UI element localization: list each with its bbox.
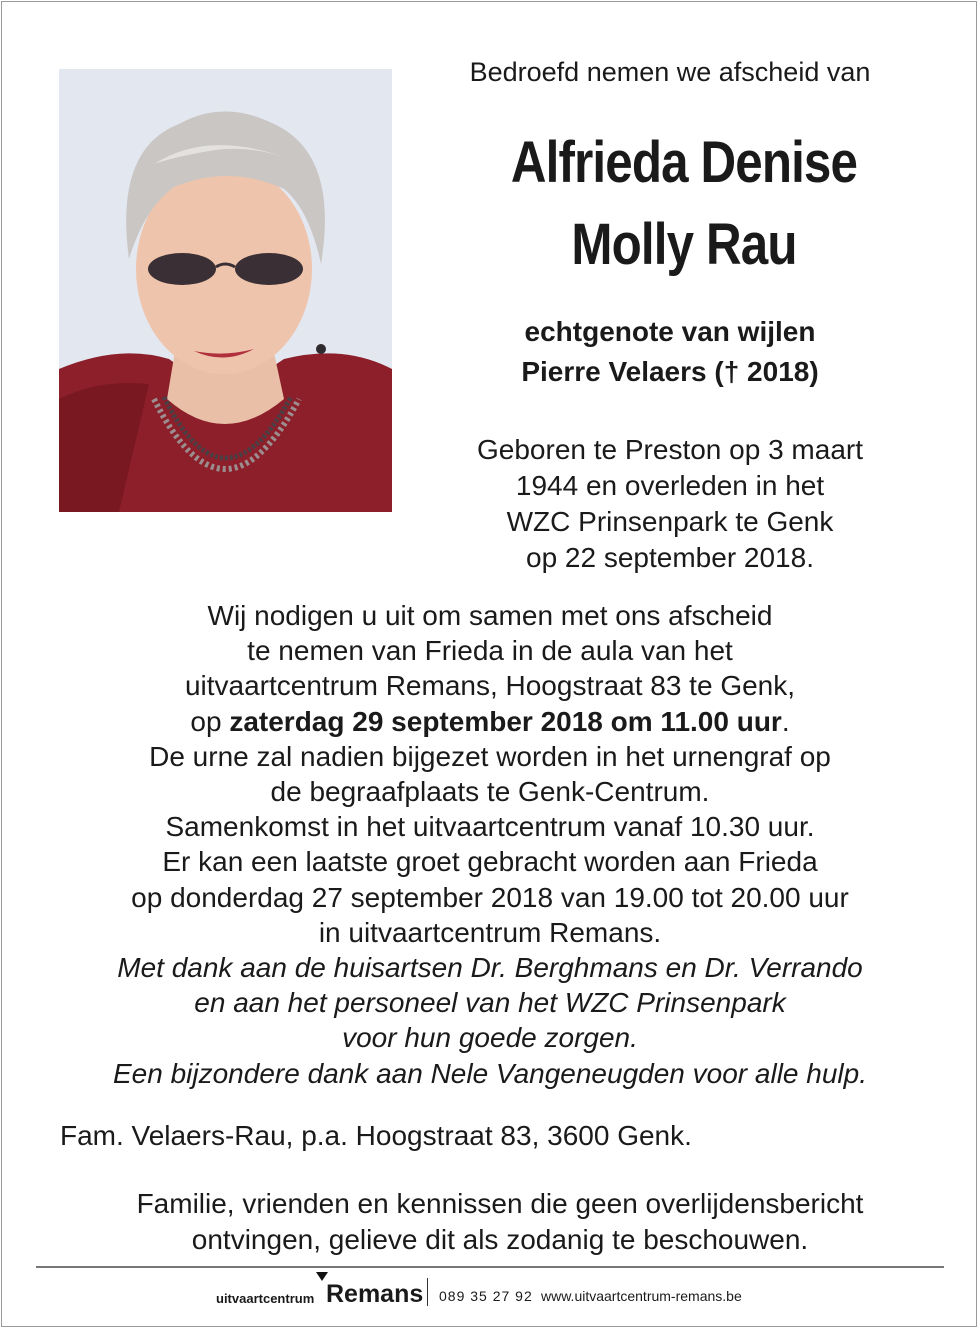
intro-line: Bedroefd nemen we afscheid van bbox=[469, 57, 871, 87]
deceased-name bbox=[443, 122, 926, 286]
spouse-line-1: echtgenote van wijlen bbox=[524, 316, 816, 347]
thanks-line: en aan het personeel van het WZC Prinsenpark bbox=[194, 987, 786, 1019]
invitation-line: uitvaartcentrum Remans, Hoogstraat 83 te Genk, bbox=[184, 670, 796, 702]
invitation-line: Er kan een laatste groet gebracht worden aan Frieda bbox=[162, 846, 818, 878]
name-line-2: Molly Rau bbox=[571, 212, 797, 277]
footer-website-link[interactable]: www.uitvaartcentrum-remans.be bbox=[541, 1288, 742, 1304]
thanks-line: voor hun goede zorgen. bbox=[342, 1022, 638, 1054]
born-line-2: 1944 en overleden in het bbox=[515, 470, 825, 501]
date-suffix: . bbox=[781, 705, 790, 737]
notice-line-2: ontvingen, gelieve dit als zodanig te beschouwen. bbox=[191, 1224, 809, 1255]
invitation-line: in uitvaartcentrum Remans. bbox=[318, 916, 662, 948]
born-line-1: Geboren te Preston op 3 maart bbox=[477, 434, 863, 465]
born-line-3: WZC Prinsenpark te Genk bbox=[506, 506, 834, 537]
invitation-line: op donderdag 27 september 2018 van 19.00 tot 20.00 uur bbox=[131, 881, 849, 913]
footer-brand-name: Remans bbox=[326, 1280, 424, 1308]
notice-text bbox=[60, 1186, 940, 1258]
family-address: Fam. Velaers-Rau, p.a. Hoogstraat 83, 3600 Genk. bbox=[60, 1120, 692, 1151]
thanks-line: Een bijzondere dank aan Nele Vangeneugden voor alle hulp. bbox=[113, 1057, 867, 1089]
funeral-date-line bbox=[40, 704, 940, 739]
invitation-line: te nemen van Frieda in de aula van het bbox=[247, 635, 733, 667]
birth-death-info bbox=[400, 432, 940, 576]
notice-line-1: Familie, vrienden en kennissen die geen overlijdensbericht bbox=[136, 1188, 864, 1219]
invitation-line: Samenkomst in het uitvaartcentrum vanaf 10.30 uur. bbox=[165, 811, 815, 843]
name-line-1: Alfrieda Denise bbox=[510, 130, 858, 195]
invitation-line: Wij nodigen u uit om samen met ons afscheid bbox=[207, 600, 773, 631]
thanks-line: Met dank aan de huisartsen Dr. Berghmans en Dr. Verrando bbox=[117, 952, 863, 984]
footer-phone: 089 35 27 92 bbox=[439, 1288, 533, 1304]
spouse-info bbox=[400, 312, 940, 392]
invitation-line: de begraafplaats te Genk-Centrum. bbox=[270, 776, 710, 808]
funeral-date: zaterdag 29 september 2018 om 11.00 uur bbox=[229, 705, 782, 737]
portrait-photo bbox=[59, 69, 392, 512]
invitation-line: De urne zal nadien bijgezet worden in het urnengraf op bbox=[149, 740, 831, 772]
footer-separator bbox=[427, 1278, 428, 1306]
footer-divider bbox=[36, 1266, 944, 1268]
footer-brand-prefix: uitvaartcentrum bbox=[216, 1291, 315, 1306]
invitation-text bbox=[40, 598, 940, 1091]
born-line-4: op 22 september 2018. bbox=[526, 542, 814, 573]
date-prefix: op bbox=[190, 705, 230, 737]
spouse-line-2: Pierre Velaers († 2018) bbox=[521, 356, 819, 387]
footer bbox=[0, 1272, 980, 1312]
